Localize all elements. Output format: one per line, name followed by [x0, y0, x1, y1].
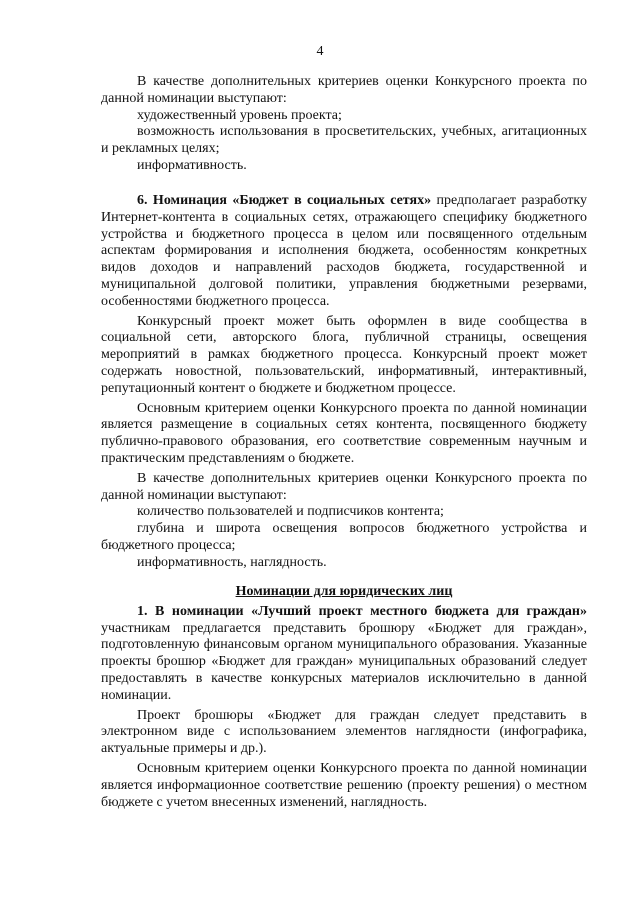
criteria-block-1 [101, 74, 587, 175]
legal-paragraph-1 [101, 604, 587, 705]
section-6-title: 6. Номинация «Бюджет в социальных сетях» [137, 193, 432, 208]
criteria-item: количество пользователей и подписчиков контента; [137, 504, 444, 520]
criteria-item: глубина и широта освещения вопросов бюджетного устройства и бюджетного процесса; [101, 521, 587, 553]
criteria-item: возможность использования в просветительских, учебных, агитационных и рекламных целях; [101, 124, 587, 157]
page-number: 4 [316, 44, 324, 59]
section-6-paragraph-4: В качестве дополнительных критериев оценки Конкурсного проекта по данной номинации выступают: [101, 470, 587, 503]
legal-nomination-title: 1. В номинации «Лучший проект местного бюджета для граждан» [137, 603, 587, 619]
legal-p1-text: участникам предлагается представить брошюру «Бюджет для граждан», подготовленную финансовым органом муниципального образования. Указанные проекты брошюр «Бюджет для граждан» муниципальных образований следует предоставлять в качестве конкурсных материалов исключительно в данной номинации. [101, 620, 587, 703]
legal-paragraph-2: Проект брошюры «Бюджет для граждан следует представить в электронном виде с использованием элементов наглядности (инфографика, актуальные примеры и др.). [101, 707, 587, 757]
legal-nominations [101, 584, 587, 811]
criteria-intro: В качестве дополнительных критериев оценки Конкурсного проекта по данной номинации выступают: [101, 74, 587, 106]
criteria-item: художественный уровень проекта; [137, 107, 342, 123]
section-6-p1-text: предполагает разработку Интернет-контента в социальных сетях, отражающего специфику бюджетного устройства и бюджетного процесса в целом или посвященного отдельным аспектам формирования и исполнения бюджета, особенностям конкретных видов доходов и направлений расходов бюджета, государственной и муниципальной долговой политики, управления бюджетными резервами, особенностями бюджетного процесса. [101, 193, 587, 309]
criteria-item: информативность. [137, 157, 247, 173]
section-6 [101, 193, 587, 572]
legal-paragraph-3: Основным критерием оценки Конкурсного проекта по данной номинации является информационное соответствие решению (проекту решения) о местном бюджете с учетом внесенных изменений, наглядность. [101, 760, 587, 810]
section-6-paragraph-1 [101, 193, 587, 311]
criteria-item: информативность, наглядность. [137, 554, 327, 570]
legal-nominations-heading: Номинации для юридических лиц [235, 584, 453, 599]
section-6-paragraph-2: Конкурсный проект может быть оформлен в виде сообщества в социальной сети, авторского блога, публичной страницы, освещения мероприятий в рамках бюджетного процесса. Конкурсный проект может содержать новостной, пользовательский, информативный, интерактивный, репутационный контент о бюджете и бюджетном процессе. [101, 313, 587, 396]
section-6-paragraph-3: Основным критерием оценки Конкурсного проекта по данной номинации является размещение в социальных сетях контента, посвященного бюджету публично-правового образования, его соответствие современным научным и практическим представлениям о бюджете. [101, 400, 587, 466]
